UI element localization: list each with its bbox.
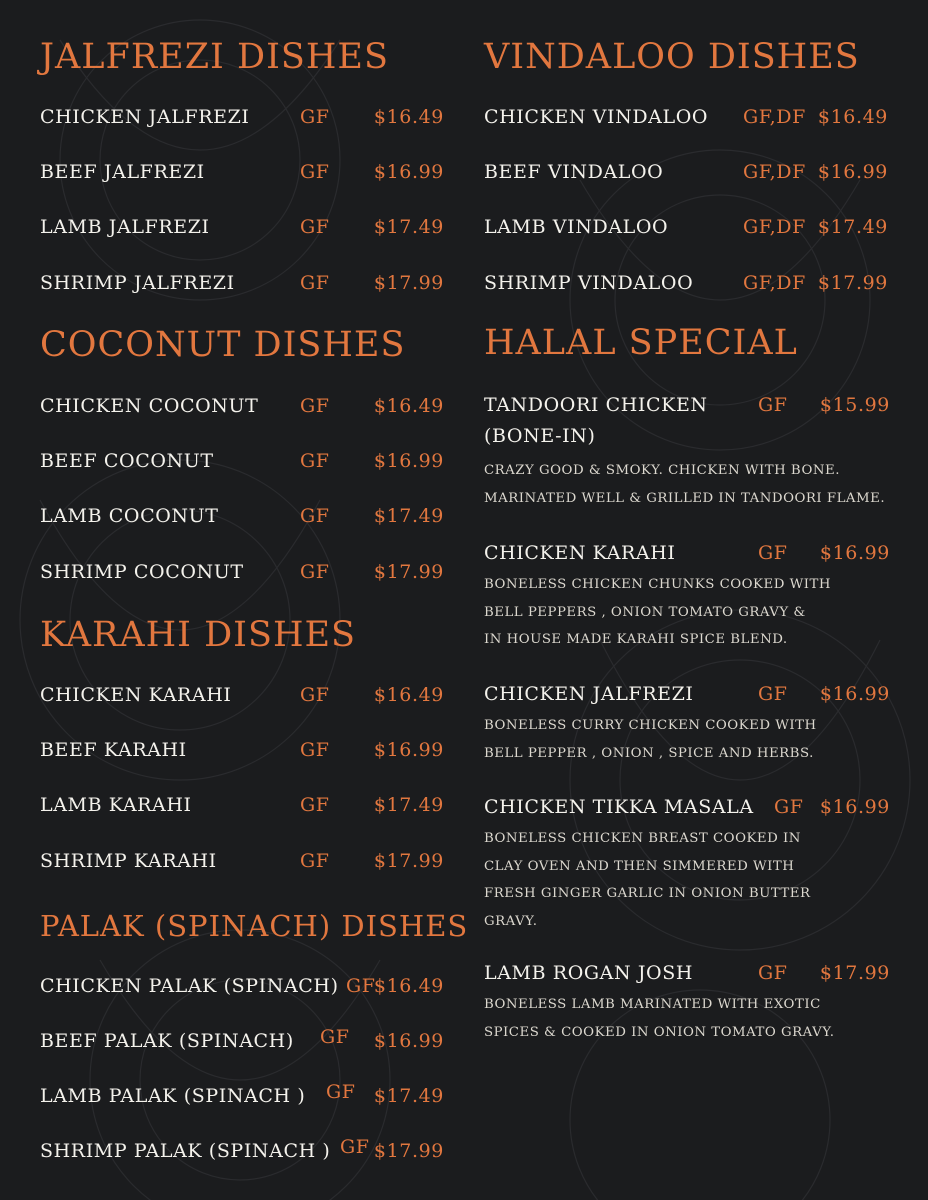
- item-name: LAMB KARAHI: [40, 794, 192, 816]
- item-price: $16.49: [373, 684, 444, 706]
- menu-item: [40, 1028, 450, 1054]
- item-description: [484, 712, 817, 767]
- diet-tag: GF: [300, 505, 330, 527]
- item-price: $17.99: [373, 1140, 444, 1162]
- item-name: CHICKEN PALAK (SPINACH): [40, 975, 339, 997]
- item-price: $17.49: [373, 216, 444, 238]
- description-line: BELL PEPPERS , ONION TOMATO GRAVY &: [484, 604, 806, 620]
- diet-tag: GF: [326, 1081, 356, 1103]
- diet-tag: GF,DF: [743, 272, 806, 294]
- item-name: BEEF JALFREZI: [40, 161, 205, 183]
- menu-item: [484, 159, 894, 185]
- diet-tag: GF: [300, 561, 330, 583]
- item-name: LAMB VINDALOO: [484, 216, 669, 238]
- item-name: CHICKEN JALFREZI: [484, 683, 694, 705]
- item-price: $17.99: [373, 850, 444, 872]
- diet-tag: GF: [758, 394, 788, 416]
- description-line: SPICES & COOKED IN ONION TOMATO GRAVY.: [484, 1024, 835, 1040]
- diet-tag: GF,DF: [743, 216, 806, 238]
- diet-tag: GF: [300, 684, 330, 706]
- description-line: BONELESS CHICKEN CHUNKS COOKED WITH: [484, 577, 831, 592]
- item-price: $16.49: [373, 395, 444, 417]
- menu-item: [40, 737, 450, 763]
- item-name: LAMB PALAK (SPINACH ): [40, 1085, 306, 1107]
- menu-item: [484, 270, 894, 296]
- item-price: $16.99: [373, 739, 444, 761]
- item-price: $17.99: [819, 962, 890, 984]
- item-name: TANDOORI CHICKEN: [484, 394, 708, 416]
- halal-heading: HALAL SPECIAL: [484, 323, 798, 363]
- item-price: $16.99: [817, 161, 888, 183]
- diet-tag: GF: [300, 161, 330, 183]
- menu-item: [40, 448, 450, 474]
- description-line: CLAY OVEN AND THEN SIMMERED WITH: [484, 858, 795, 874]
- item-price: $16.49: [373, 975, 444, 997]
- item-name: LAMB ROGAN JOSH: [484, 962, 694, 984]
- description-line: BELL PEPPER , ONION , SPICE AND HERBS.: [484, 745, 814, 761]
- item-name: BEEF KARAHI: [40, 739, 187, 761]
- item-price: $17.49: [373, 794, 444, 816]
- menu-item: [40, 104, 450, 130]
- item-name: SHRIMP PALAK (SPINACH ): [40, 1140, 331, 1162]
- description-line: BONELESS LAMB MARINATED WITH EXOTIC: [484, 997, 821, 1012]
- diet-tag: GF: [758, 683, 788, 705]
- item-description: [484, 991, 834, 1046]
- menu-item: [40, 559, 450, 585]
- diet-tag: GF: [300, 272, 330, 294]
- item-name: BEEF VINDALOO: [484, 161, 664, 183]
- item-price: $17.49: [817, 216, 888, 238]
- item-price: $16.49: [373, 106, 444, 128]
- item-price: $16.99: [373, 1030, 444, 1052]
- special-item: [484, 959, 894, 1040]
- item-price: $16.99: [819, 683, 890, 705]
- item-name: SHRIMP COCONUT: [40, 561, 244, 583]
- diet-tag: GF: [300, 794, 330, 816]
- special-item: [484, 391, 894, 506]
- diet-tag: GF: [300, 850, 330, 872]
- description-line: MARINATED WELL & GRILLED IN TANDOORI FLAME.: [484, 490, 886, 506]
- description-line: IN HOUSE MADE KARAHI SPICE BLEND.: [484, 632, 788, 647]
- item-description: [484, 457, 885, 512]
- karahi-heading: KARAHI DISHES: [40, 615, 357, 655]
- diet-tag: GF: [300, 739, 330, 761]
- menu-item: [40, 848, 450, 874]
- item-description: [484, 571, 831, 654]
- menu-item: [40, 270, 450, 296]
- diet-tag: GF: [774, 796, 804, 818]
- diet-tag: GF: [340, 1136, 370, 1158]
- diet-tag: GF: [346, 975, 376, 997]
- item-price: $17.99: [373, 561, 444, 583]
- item-name: SHRIMP JALFREZI: [40, 272, 235, 294]
- menu-item: [40, 393, 450, 419]
- item-name: LAMB COCONUT: [40, 505, 219, 527]
- menu-item: [484, 214, 894, 240]
- menu-item: [40, 503, 450, 529]
- diet-tag: GF,DF: [743, 161, 806, 183]
- menu-item: [40, 973, 450, 999]
- menu-item: [40, 214, 450, 240]
- item-name: CHICKEN JALFREZI: [40, 106, 250, 128]
- menu-item: [40, 1138, 450, 1164]
- menu-item: [40, 159, 450, 185]
- item-price: $16.49: [817, 106, 888, 128]
- diet-tag: GF: [300, 216, 330, 238]
- special-item: [484, 539, 894, 647]
- menu-item: [484, 104, 894, 130]
- item-name: CHICKEN KARAHI: [484, 542, 676, 564]
- coconut-heading: COCONUT DISHES: [40, 325, 406, 365]
- diet-tag: GF,DF: [743, 106, 806, 128]
- diet-tag: GF: [320, 1026, 350, 1048]
- vindaloo-heading: VINDALOO DISHES: [484, 37, 860, 77]
- item-name-line-2: (BONE-IN): [484, 425, 596, 447]
- item-name: LAMB JALFREZI: [40, 216, 210, 238]
- description-line: CRAZY GOOD & SMOKY. CHICKEN WITH BONE.: [484, 463, 840, 478]
- diet-tag: GF: [758, 542, 788, 564]
- item-name: CHICKEN TIKKA MASALA: [484, 796, 754, 818]
- diet-tag: GF: [300, 395, 330, 417]
- item-price: $17.99: [817, 272, 888, 294]
- item-price: $17.49: [373, 505, 444, 527]
- item-price: $16.99: [373, 161, 444, 183]
- jalfrezi-heading: JALFREZI DISHES: [40, 37, 389, 77]
- item-name: CHICKEN KARAHI: [40, 684, 232, 706]
- palak-heading: PALAK (SPINACH) DISHES: [40, 909, 469, 943]
- special-item: [484, 793, 894, 929]
- description-line: BONELESS CHICKEN BREAST COOKED IN: [484, 831, 801, 846]
- item-name: CHICKEN VINDALOO: [484, 106, 709, 128]
- menu-item: [40, 682, 450, 708]
- item-name: SHRIMP KARAHI: [40, 850, 217, 872]
- item-price: $17.99: [373, 272, 444, 294]
- item-price: $16.99: [373, 450, 444, 472]
- diet-tag: GF: [300, 450, 330, 472]
- menu-item: [40, 792, 450, 818]
- diet-tag: GF: [758, 962, 788, 984]
- item-price: $15.99: [819, 394, 890, 416]
- item-name: SHRIMP VINDALOO: [484, 272, 694, 294]
- diet-tag: GF: [300, 106, 330, 128]
- item-price: $16.99: [819, 542, 890, 564]
- description-line: BONELESS CURRY CHICKEN COOKED WITH: [484, 718, 817, 733]
- item-price: $16.99: [819, 796, 890, 818]
- item-price: $17.49: [373, 1085, 444, 1107]
- special-item: [484, 680, 894, 761]
- item-name: CHICKEN COCONUT: [40, 395, 259, 417]
- menu-item: [40, 1083, 450, 1109]
- item-name: BEEF PALAK (SPINACH): [40, 1030, 294, 1052]
- description-line: GRAVY.: [484, 913, 538, 929]
- description-line: FRESH GINGER GARLIC IN ONION BUTTER: [484, 886, 811, 901]
- item-description: [484, 825, 811, 935]
- item-name: BEEF COCONUT: [40, 450, 214, 472]
